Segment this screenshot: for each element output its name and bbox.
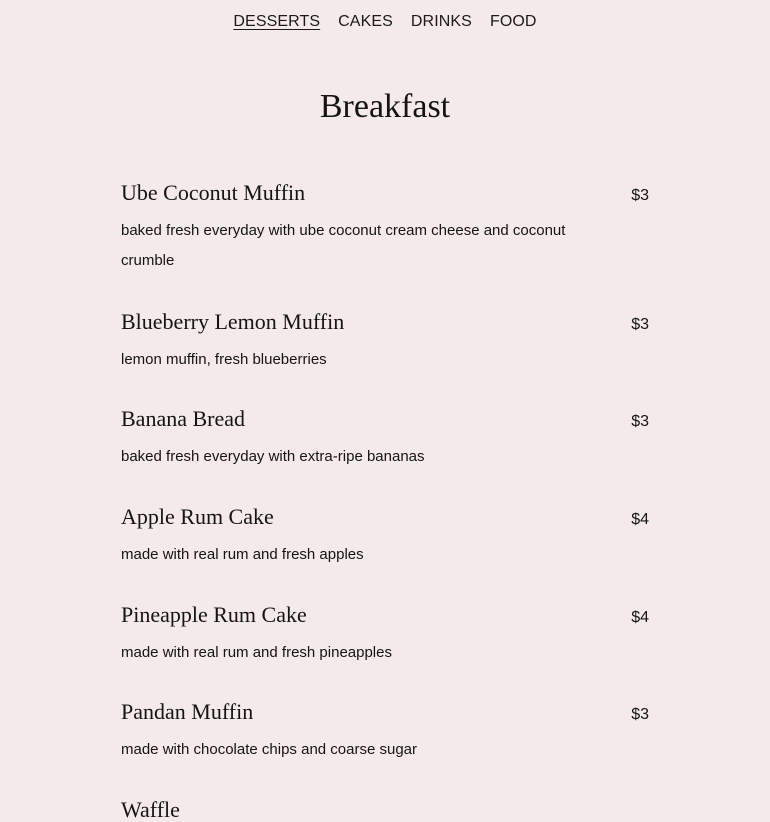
menu-item-price: $4 xyxy=(631,511,649,528)
page-title: Breakfast xyxy=(319,88,451,125)
menu-item-name: Pineapple Rum Cake xyxy=(121,602,307,627)
menu-item-name: Waffle xyxy=(121,797,180,822)
menu-item xyxy=(121,793,649,822)
menu-item-description: baked fresh everyday with extra-ripe bananas xyxy=(121,448,425,465)
menu-item-price: $3 xyxy=(631,187,649,204)
menu-item-description: made with chocolate chips and coarse sugar xyxy=(121,741,418,758)
nav-link-desserts[interactable]: DESSERTS xyxy=(233,13,321,30)
menu-item xyxy=(121,500,649,598)
menu-item-name: Blueberry Lemon Muffin xyxy=(121,309,345,334)
menu-item xyxy=(121,305,649,402)
menu-item-name: Apple Rum Cake xyxy=(121,504,274,529)
menu-item-header xyxy=(121,305,649,339)
nav-link-drinks[interactable]: DRINKS xyxy=(410,13,472,30)
menu-item-price: $3 xyxy=(631,706,649,723)
menu-item-name: Pandan Muffin xyxy=(121,699,254,724)
top-navigation xyxy=(0,10,770,34)
menu-item-name: Ube Coconut Muffin xyxy=(121,180,306,205)
menu-item-header xyxy=(121,695,649,729)
menu-item-header xyxy=(121,402,649,436)
nav-link-food[interactable]: FOOD xyxy=(489,13,537,30)
menu-item xyxy=(121,695,649,793)
menu-item-name: Banana Bread xyxy=(121,406,245,431)
menu-item-header xyxy=(121,793,649,822)
menu-item-price: $3 xyxy=(631,413,649,430)
nav-link-cakes[interactable]: CAKES xyxy=(338,13,393,30)
menu-item-price: $3 xyxy=(631,316,649,333)
menu-item-header xyxy=(121,598,649,632)
menu-item xyxy=(121,402,649,500)
menu-item xyxy=(121,598,649,695)
menu-item-description: lemon muffin, fresh blueberries xyxy=(121,351,327,368)
menu-item-header xyxy=(121,500,649,534)
menu-list xyxy=(121,176,649,822)
menu-item-description: made with real rum and fresh apples xyxy=(121,546,364,563)
menu-item xyxy=(121,176,649,305)
menu-item-header xyxy=(121,176,649,210)
menu-item-description: baked fresh everyday with ube coconut cream cheese and coconut crumble xyxy=(121,222,566,269)
menu-item-description: made with real rum and fresh pineapples xyxy=(121,644,392,661)
menu-item-price: $4 xyxy=(631,609,649,626)
